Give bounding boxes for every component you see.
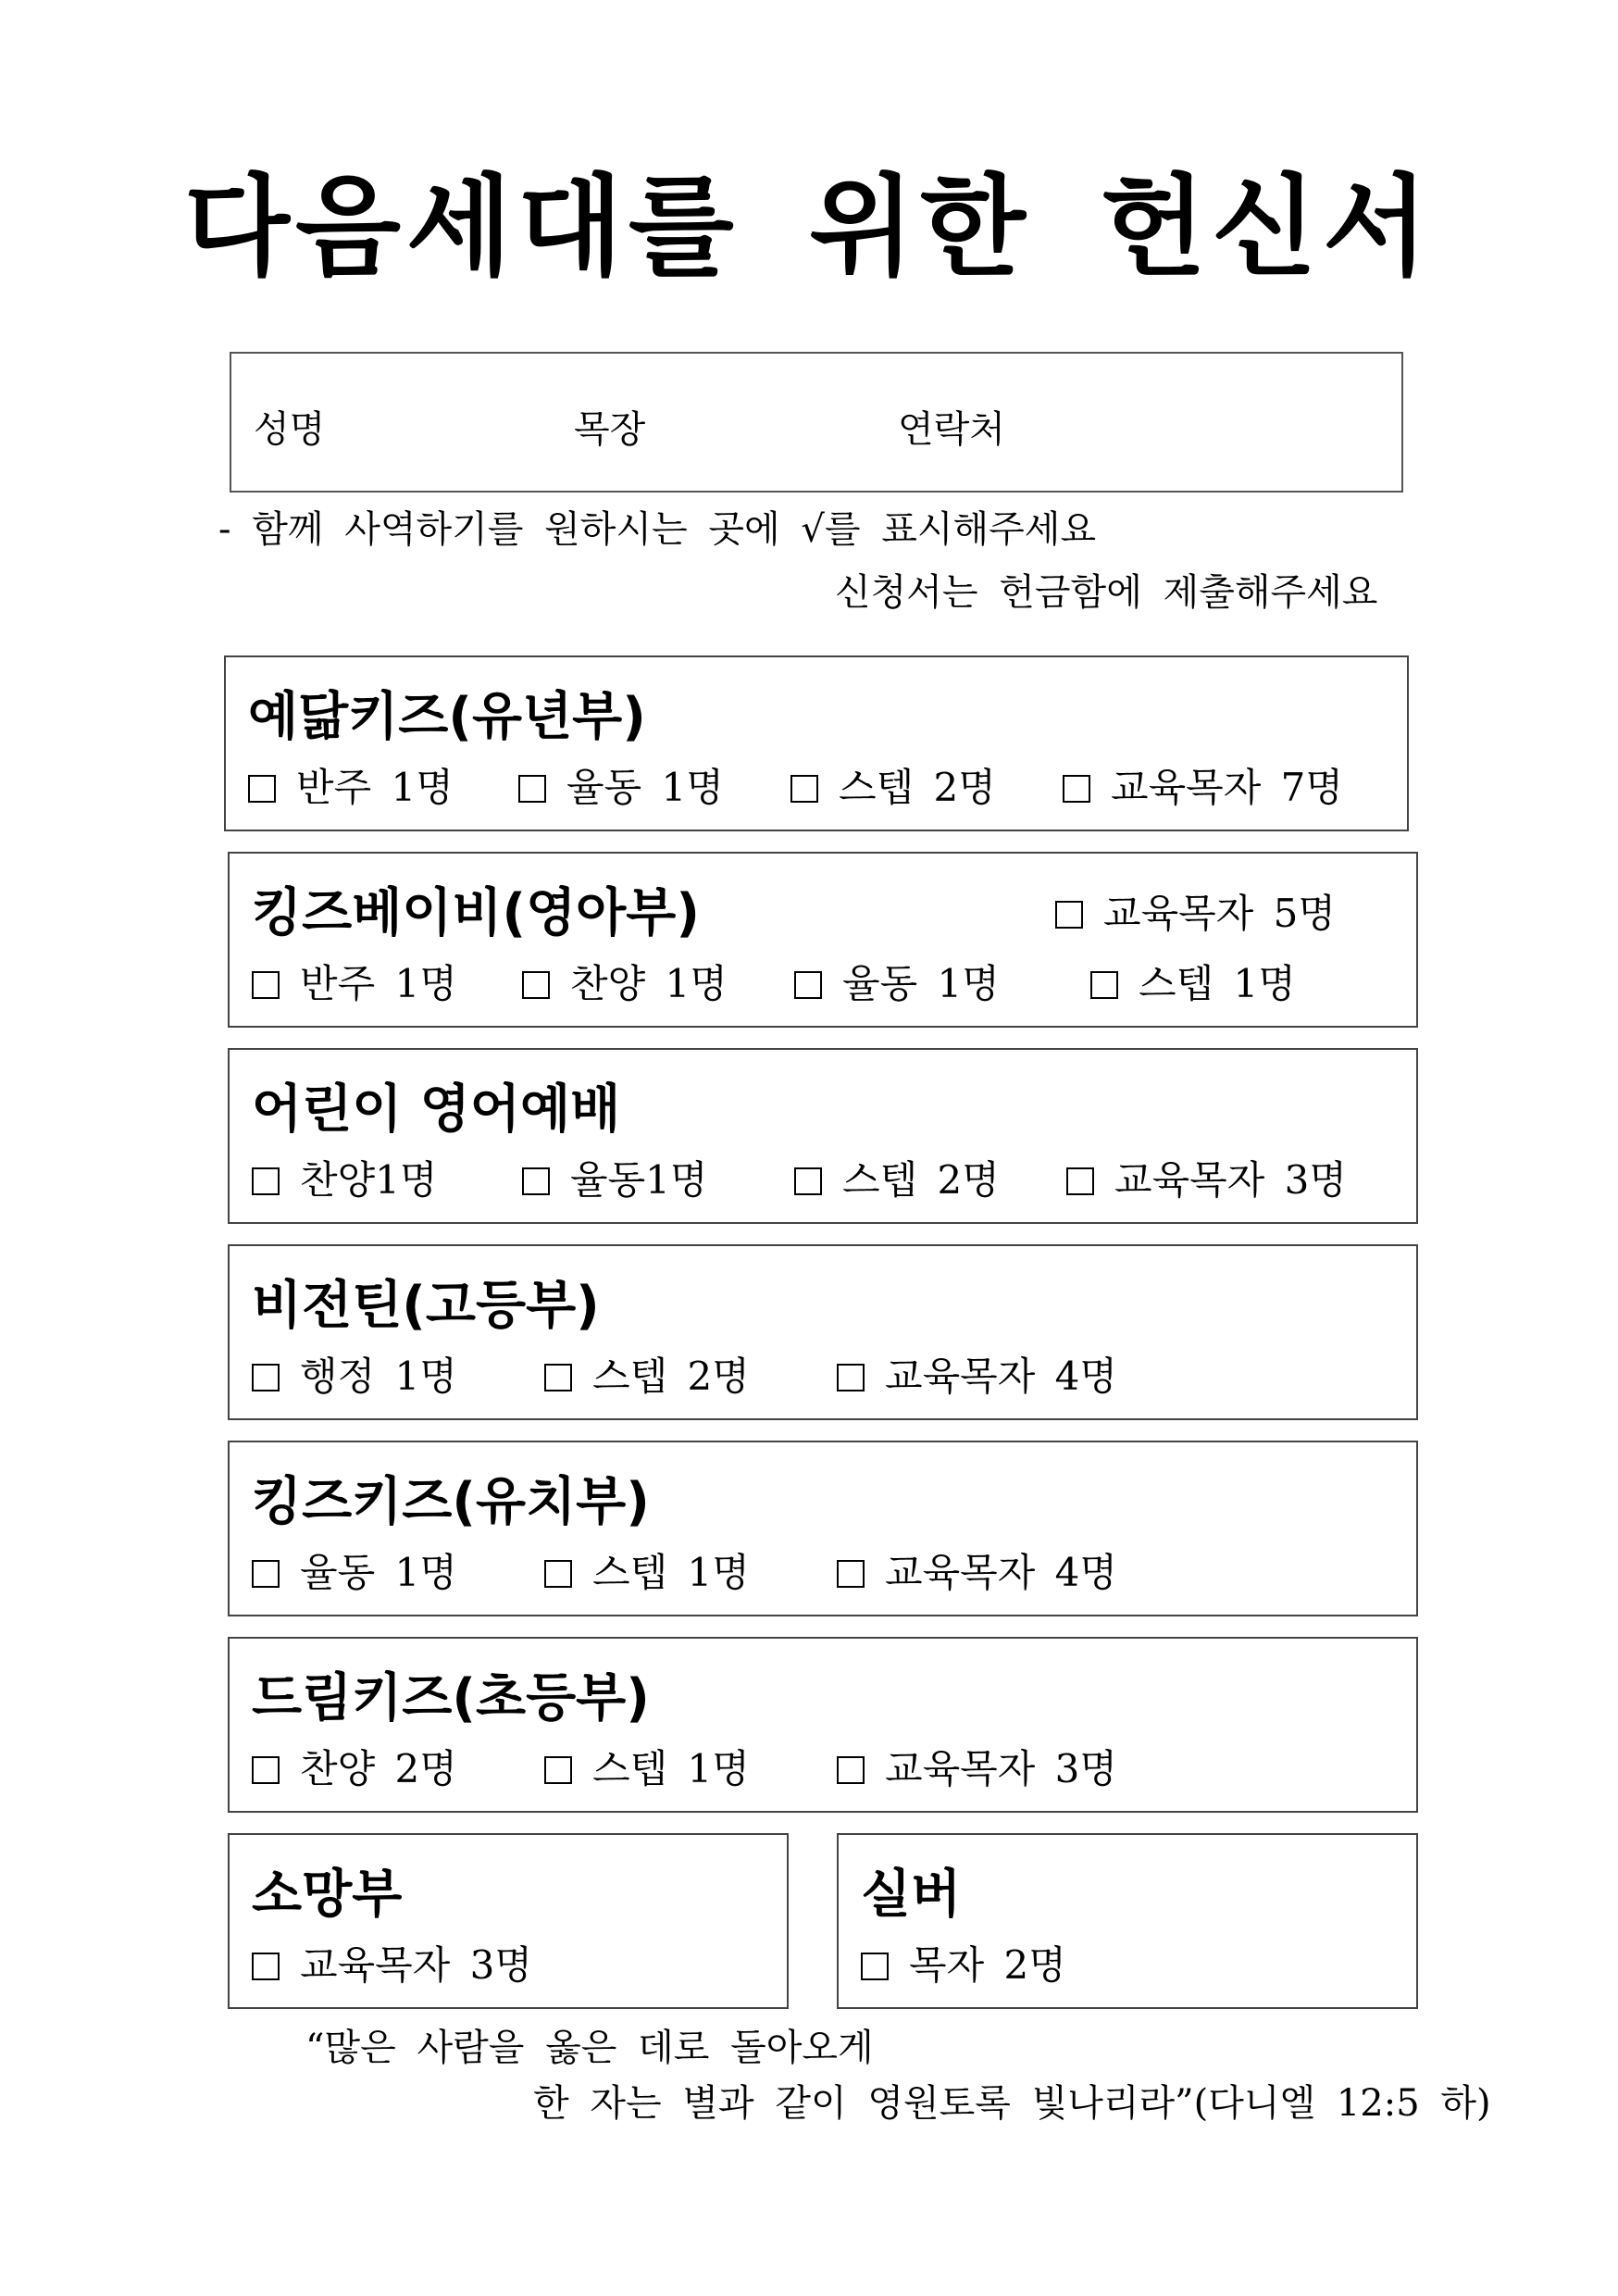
check-instruction: - 함께 사역하기를 원하시는 곳에 √를 표시해주세요 [218, 508, 1097, 551]
section-kings-kids [228, 1441, 1418, 1616]
option-item[interactable]: 교육목자 3명 [252, 1935, 532, 1990]
group-field-label[interactable]: 목장 [574, 408, 646, 451]
option-item[interactable]: 율동 1명 [794, 954, 1000, 1009]
checkbox[interactable] [861, 1953, 889, 1980]
section-title: 비전틴(고등부) [252, 1276, 600, 1336]
option-item[interactable]: 반주 1명 [248, 757, 454, 813]
section-silver [837, 1833, 1418, 2009]
checkbox[interactable] [252, 1364, 280, 1391]
checkbox[interactable] [544, 1364, 572, 1391]
contact-field-label[interactable]: 연락처 [898, 408, 1005, 451]
option-item[interactable]: 스텝 1명 [544, 1739, 750, 1794]
checkbox[interactable] [837, 1560, 865, 1588]
option-item[interactable]: 율동 1명 [252, 1542, 457, 1598]
checkbox[interactable] [790, 775, 818, 803]
option-item[interactable]: 스텝 1명 [544, 1542, 750, 1598]
checkbox[interactable] [252, 1167, 280, 1195]
option-item[interactable]: 목자 2명 [861, 1935, 1066, 1990]
name-field-label[interactable]: 성명 [254, 408, 326, 451]
applicant-info-box [230, 352, 1403, 493]
checkbox[interactable] [837, 1364, 865, 1391]
section-title: 드림키즈(초등부) [252, 1668, 650, 1728]
section-yedalm-kids [224, 655, 1409, 831]
checkbox[interactable] [522, 1167, 550, 1195]
option-item[interactable]: 찬양1명 [252, 1150, 437, 1205]
section-title: 예닮키즈(유년부) [248, 687, 646, 747]
section-dream-kids [228, 1637, 1418, 1813]
section-title: 실버 [861, 1865, 962, 1925]
option-item[interactable]: 교육목자 4명 [837, 1542, 1117, 1598]
section-vision-teen [228, 1244, 1418, 1420]
checkbox[interactable] [252, 1756, 280, 1784]
option-item[interactable]: 교육목자 7명 [1063, 757, 1343, 813]
section-title: 킹즈베이비(영아부) [252, 883, 700, 943]
option-item[interactable]: 스텝 2명 [794, 1150, 1000, 1205]
option-item[interactable]: 율동 1명 [518, 757, 724, 813]
section-title: 어린이 영어예배 [252, 1079, 621, 1140]
option-item[interactable]: 찬양 2명 [252, 1739, 457, 1794]
option-item[interactable]: 교육목자 5명 [1055, 883, 1336, 939]
bible-quote-line1: “많은 사람을 옳은 데로 돌아오게 [305, 2027, 874, 2069]
checkbox[interactable] [522, 971, 550, 999]
option-item[interactable]: 교육목자 4명 [837, 1346, 1117, 1402]
checkbox[interactable] [544, 1756, 572, 1784]
option-item[interactable]: 스텝 2명 [544, 1346, 750, 1402]
checkbox[interactable] [837, 1756, 865, 1784]
option-item[interactable]: 교육목자 3명 [1066, 1150, 1347, 1205]
checkbox[interactable] [794, 1167, 822, 1195]
option-item[interactable]: 반주 1명 [252, 954, 457, 1009]
checkbox[interactable] [252, 1560, 280, 1588]
checkbox[interactable] [794, 971, 822, 999]
checkbox[interactable] [1055, 901, 1083, 929]
bible-quote-line2: 한 자는 별과 같이 영원토록 빛나리라”(다니엘 12:5 하) [533, 2082, 1491, 2125]
checkbox[interactable] [248, 775, 276, 803]
checkbox[interactable] [1066, 1167, 1094, 1195]
checkbox[interactable] [544, 1560, 572, 1588]
checkbox[interactable] [252, 1953, 280, 1980]
section-english-worship [228, 1048, 1418, 1224]
option-item[interactable]: 찬양 1명 [522, 954, 728, 1009]
option-item[interactable]: 율동1명 [522, 1150, 707, 1205]
section-title: 소망부 [252, 1865, 403, 1925]
checkbox[interactable] [1063, 775, 1090, 803]
option-item[interactable]: 스텝 2명 [790, 757, 996, 813]
submit-instruction: 신청서는 헌금함에 제출해주세요 [835, 571, 1378, 614]
option-item[interactable]: 교육목자 3명 [837, 1739, 1117, 1794]
section-title: 킹즈키즈(유치부) [252, 1472, 650, 1532]
option-item[interactable]: 행정 1명 [252, 1346, 457, 1402]
section-kings-baby [228, 852, 1418, 1028]
checkbox[interactable] [518, 775, 546, 803]
checkbox[interactable] [252, 971, 280, 999]
section-hope [228, 1833, 789, 2009]
page-title: 다음세대를 위한 헌신서 [183, 163, 1435, 291]
option-item[interactable]: 스텝 1명 [1090, 954, 1296, 1009]
checkbox[interactable] [1090, 971, 1118, 999]
